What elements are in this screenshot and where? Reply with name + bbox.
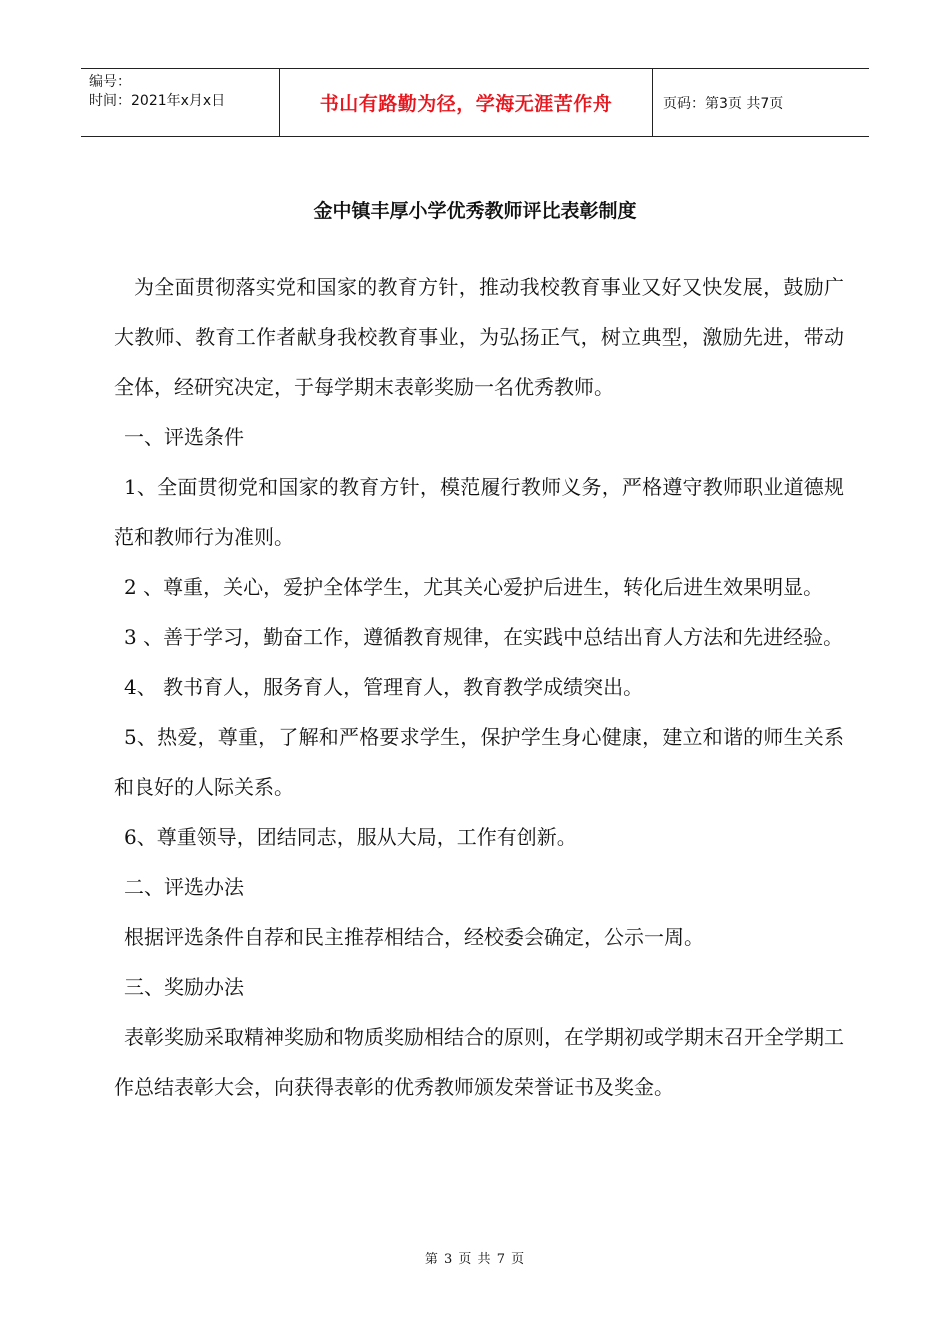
section-heading-criteria: 一、评选条件: [124, 425, 244, 449]
header-page-code: [653, 69, 869, 136]
criteria-item: 2 、尊重，关心，爱护全体学生，尤其关心爱护后进生，转化后进生效果明显。: [124, 575, 824, 599]
motto-text: 书山有路勤为径，学海无涯苦作舟: [319, 93, 613, 115]
intro-paragraph: 为全面贯彻落实党和国家的教育方针，推动我校教育事业又好又快发展，鼓励广大教师、教育工作者献身我校教育事业，为弘扬正气，树立典型，激励先进，带动全体，经研究决定，于每学期末表彰奖励一名优秀教师。: [114, 275, 844, 399]
header-meta: [81, 69, 280, 136]
document-title: 金中镇丰厚小学优秀教师评比表彰制度: [313, 200, 637, 222]
criteria-item: 6、尊重领导，团结同志，服从大局，工作有创新。: [124, 825, 577, 849]
criteria-item: 4、 教书育人，服务育人，管理育人，教育教学成绩突出。: [124, 675, 644, 699]
page-header: [81, 68, 869, 137]
method-paragraph: 根据评选条件自荐和民主推荐相结合，经校委会确定，公示一周。: [124, 925, 704, 949]
criteria-item: 1、全面贯彻党和国家的教育方针，模范履行教师义务，严格遵守教师职业道德规范和教师行为准则。: [114, 475, 844, 549]
criteria-item: 3 、善于学习，勤奋工作，遵循教育规律，在实践中总结出育人方法和先进经验。: [124, 625, 844, 649]
page-footer: 第 3 页 共 7 页: [424, 1252, 526, 1267]
section-heading-method: 二、评选办法: [124, 875, 244, 899]
number-label: 编号：: [89, 74, 131, 90]
header-motto-cell: [280, 69, 653, 136]
reward-paragraph: 表彰奖励采取精神奖励和物质奖励相结合的原则，在学期初或学期末召开全学期工作总结表彰大会，向获得表彰的优秀教师颁发荣誉证书及奖金。: [114, 1025, 844, 1099]
page-code-text: 页码：第3页 共7页: [663, 95, 784, 112]
document-body: [114, 262, 844, 1112]
section-heading-reward: 三、奖励办法: [124, 975, 244, 999]
criteria-item: 5、热爱，尊重，了解和严格要求学生，保护学生身心健康，建立和谐的师生关系和良好的人际关系。: [114, 725, 844, 799]
time-label: 时间：2021年x月x日: [89, 93, 226, 109]
